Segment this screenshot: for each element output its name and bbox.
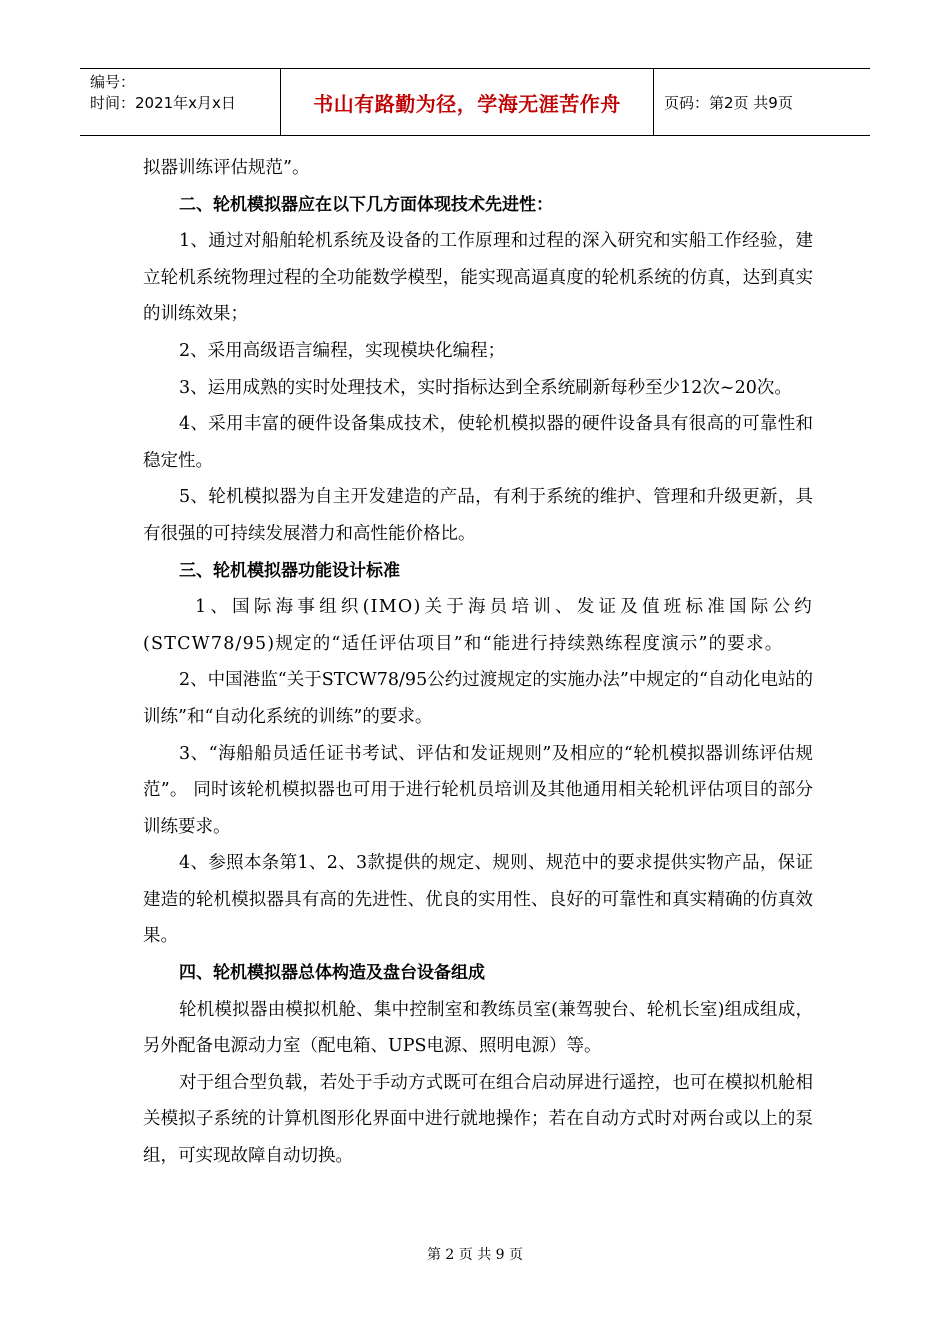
paragraph: 拟器训练评估规范”。	[143, 158, 310, 178]
paragraph: 4、采用丰富的硬件设备集成技术，使轮机模拟器的硬件设备具有很高的可靠性和稳定性。	[143, 414, 813, 471]
paragraph: 2、采用高级语言编程，实现模块化编程；	[179, 340, 506, 361]
header-meta	[80, 69, 281, 135]
paragraph: 对于组合型负载，若处于手动方式既可在组合启动屏进行遥控，也可在模拟机舱相关模拟子系统的计算机图形化界面中进行就地操作；若在自动方式时对两台或以上的泵组，可实现故障自动切换。	[143, 1072, 813, 1167]
paragraph: 3、“海船船员适任证书考试、评估和发证规则”及相应的“轮机模拟器训练评估规范”。 同时该轮机模拟器也可用于进行轮机员培训及其他通用相关轮机评估项目的部分训练要求。	[143, 743, 813, 837]
paragraph: 5、轮机模拟器为自主开发建造的产品，有利于系统的维护、管理和升级更新，具有很强的可持续发展潜力和高性能价格比。	[143, 487, 813, 544]
paragraph: 1、通过对船舶轮机系统及设备的工作原理和过程的深入研究和实船工作经验，建立轮机系统物理过程的全功能数学模型，能实现高逼真度的轮机系统的仿真，达到真实的训练效果；	[143, 231, 813, 325]
section-heading: 二、轮机模拟器应在以下几方面体现技术先进性：	[179, 194, 553, 215]
header-motto: 书山有路勤为径，学海无涯苦作舟	[281, 69, 654, 135]
page-footer: 第 2 页 共 9 页	[426, 1247, 524, 1263]
paragraph: 1、国际海事组织(IMO)关于海员培训、发证及值班标准国际公约(STCW78/95)规定的“适任评估项目”和“能进行持续熟练程度演示”的要求。	[143, 597, 813, 654]
paragraph: 4、参照本条第1、2、3款提供的规定、规则、规范中的要求提供实物产品，保证建造的轮机模拟器具有高的先进性、优良的实用性、良好的可靠性和真实精确的仿真效果。	[143, 853, 813, 947]
document-number-label: 编号：	[90, 73, 136, 91]
section-heading: 三、轮机模拟器功能设计标准	[179, 560, 400, 581]
page-header	[80, 68, 870, 136]
section-heading: 四、轮机模拟器总体构造及盘台设备组成	[179, 963, 485, 984]
paragraph: 3、运用成熟的实时处理技术，实时指标达到全系统刷新每秒至少12次~20次。	[179, 377, 792, 398]
paragraph: 2、中国港监“关于STCW78/95公约过渡规定的实施办法”中规定的“自动化电站的训练”和“自动化系统的训练”的要求。	[143, 670, 813, 727]
document-date-label: 时间：2021年x月x日	[90, 94, 236, 112]
paragraph: 轮机模拟器由模拟机舱、集中控制室和教练员室(兼驾驶台、轮机长室)组成组成，另外配备电源动力室（配电箱、UPS电源、照明电源）等。	[143, 999, 813, 1057]
document-body	[143, 150, 813, 1175]
header-page-info: 页码：第2页 共9页	[664, 93, 793, 112]
